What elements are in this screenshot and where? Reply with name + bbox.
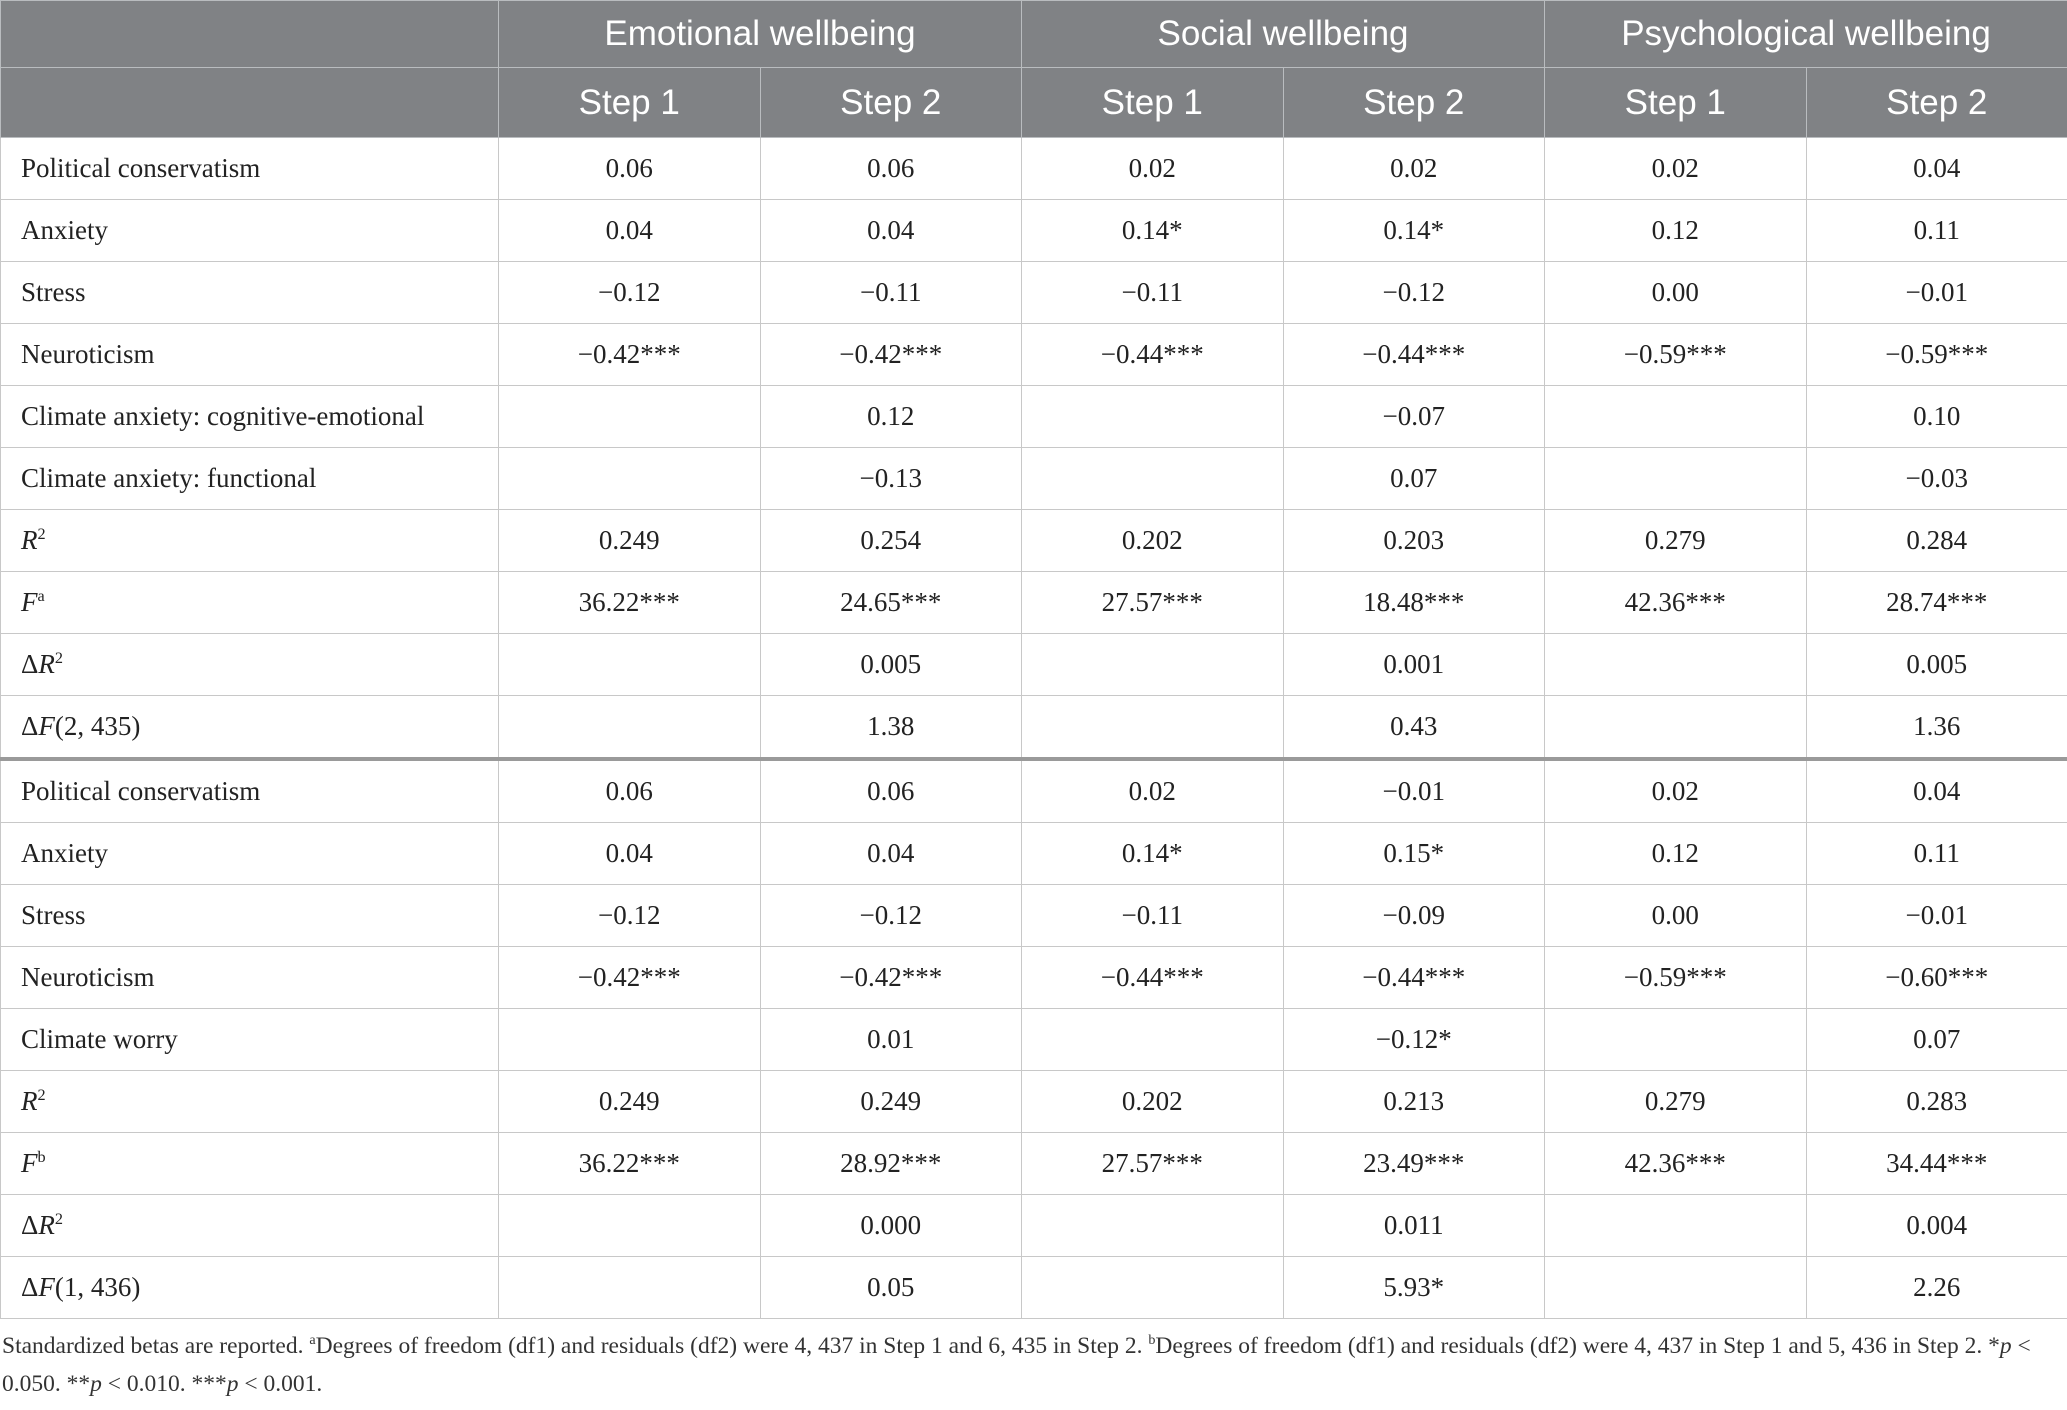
row-label: Climate anxiety: functional <box>1 448 499 510</box>
table-cell: −0.44*** <box>1022 947 1284 1009</box>
table-cell: 0.249 <box>760 1071 1022 1133</box>
table-cell: −0.42*** <box>760 324 1022 386</box>
table-cell: 0.11 <box>1806 200 2067 262</box>
header-group-psychological: Psychological wellbeing <box>1545 1 2067 68</box>
row-label <box>1 510 499 572</box>
label-symbol: F <box>38 1272 55 1302</box>
header-step: Step 1 <box>499 68 761 138</box>
table-cell: −0.12 <box>1283 262 1545 324</box>
row-label <box>1 572 499 634</box>
label-superscript: 2 <box>37 1086 46 1104</box>
table-cell: −0.01 <box>1806 262 2067 324</box>
table-cell <box>1022 696 1284 760</box>
table-cell: −0.01 <box>1283 759 1545 823</box>
table-cell: 42.36*** <box>1545 1133 1807 1195</box>
table-cell: 0.004 <box>1806 1195 2067 1257</box>
table-row <box>1 1257 2067 1319</box>
table-cell: 0.07 <box>1806 1009 2067 1071</box>
table-cell: 0.43 <box>1283 696 1545 760</box>
footnote-sig: * <box>1988 1333 2000 1359</box>
row-label: Political conservatism <box>1 759 499 823</box>
table-cell: −0.44*** <box>1022 324 1284 386</box>
table-cell: 34.44*** <box>1806 1133 2067 1195</box>
table-cell: −0.12 <box>499 885 761 947</box>
table-cell <box>1022 1009 1284 1071</box>
table-cell: 27.57*** <box>1022 1133 1284 1195</box>
table-row <box>1 138 2067 200</box>
table-cell: 0.001 <box>1283 634 1545 696</box>
table-row <box>1 200 2067 262</box>
table-cell: 0.04 <box>499 823 761 885</box>
label-symbol: R <box>38 1210 55 1240</box>
header-step: Step 1 <box>1545 68 1807 138</box>
table-cell: 0.12 <box>1545 200 1807 262</box>
table-body <box>1 138 2067 1319</box>
table-row <box>1 448 2067 510</box>
footnote-p: p <box>226 1371 239 1397</box>
table-cell <box>1545 1009 1807 1071</box>
table-cell: 0.249 <box>499 1071 761 1133</box>
table-cell <box>499 1009 761 1071</box>
table-cell: 0.000 <box>760 1195 1022 1257</box>
footnote-marker-b: b <box>1148 1332 1156 1349</box>
header-step: Step 2 <box>760 68 1022 138</box>
table-row <box>1 572 2067 634</box>
table-cell: 0.04 <box>760 823 1022 885</box>
table-header <box>1 1 2067 138</box>
table-row <box>1 634 2067 696</box>
table-cell: 0.203 <box>1283 510 1545 572</box>
label-superscript: 2 <box>37 525 46 543</box>
table-cell: 0.279 <box>1545 510 1807 572</box>
footnote-marker-a: a <box>309 1332 316 1349</box>
table-row <box>1 1071 2067 1133</box>
header-blank <box>1 1 499 68</box>
table-cell <box>1022 448 1284 510</box>
row-label <box>1 1257 499 1319</box>
table-cell <box>1545 696 1807 760</box>
table-cell: −0.11 <box>1022 885 1284 947</box>
table-cell <box>1545 634 1807 696</box>
table-cell: −0.12* <box>1283 1009 1545 1071</box>
header-step: Step 2 <box>1806 68 2067 138</box>
row-label <box>1 1071 499 1133</box>
table-cell: 0.07 <box>1283 448 1545 510</box>
header-group-emotional: Emotional wellbeing <box>499 1 1022 68</box>
footnote-text: Standardized betas are reported. <box>2 1333 310 1359</box>
table-cell: 2.26 <box>1806 1257 2067 1319</box>
table-cell: 27.57*** <box>1022 572 1284 634</box>
table-cell: −0.44*** <box>1283 947 1545 1009</box>
table-cell: 0.254 <box>760 510 1022 572</box>
header-blank <box>1 68 499 138</box>
table-row <box>1 1195 2067 1257</box>
label-superscript: a <box>37 587 45 605</box>
table-cell: 0.06 <box>499 759 761 823</box>
row-label <box>1 1195 499 1257</box>
table-cell: 0.06 <box>499 138 761 200</box>
table-cell: 1.36 <box>1806 696 2067 760</box>
table-cell: 0.14* <box>1283 200 1545 262</box>
row-label: Stress <box>1 262 499 324</box>
label-prefix: Δ <box>21 711 39 741</box>
row-label: Anxiety <box>1 823 499 885</box>
table-cell: −0.59*** <box>1806 324 2067 386</box>
table-cell: −0.11 <box>760 262 1022 324</box>
label-superscript: b <box>37 1148 46 1166</box>
table-cell <box>499 696 761 760</box>
table-cell <box>1545 386 1807 448</box>
row-label <box>1 1133 499 1195</box>
table-cell: −0.13 <box>760 448 1022 510</box>
label-symbol: F <box>21 587 38 617</box>
label-prefix: Δ <box>21 1272 39 1302</box>
row-label: Neuroticism <box>1 947 499 1009</box>
table-cell <box>1022 386 1284 448</box>
table-cell: 0.06 <box>760 138 1022 200</box>
row-label <box>1 634 499 696</box>
label-superscript: 2 <box>54 649 63 667</box>
table-cell: 0.12 <box>760 386 1022 448</box>
table-cell: 36.22*** <box>499 1133 761 1195</box>
table-cell: 0.00 <box>1545 262 1807 324</box>
label-symbol: F <box>21 1148 38 1178</box>
footnote-p: p <box>90 1371 102 1397</box>
label-superscript: 2 <box>54 1210 63 1228</box>
table-cell: 0.04 <box>499 200 761 262</box>
table-cell <box>499 448 761 510</box>
table-cell <box>1545 448 1807 510</box>
table-cell: 0.202 <box>1022 510 1284 572</box>
table-cell: −0.44*** <box>1283 324 1545 386</box>
row-label: Anxiety <box>1 200 499 262</box>
table-cell: 0.005 <box>760 634 1022 696</box>
table-cell: −0.59*** <box>1545 947 1807 1009</box>
table-cell: −0.42*** <box>499 324 761 386</box>
table-cell: 0.01 <box>760 1009 1022 1071</box>
table-cell: 0.02 <box>1545 138 1807 200</box>
table-row <box>1 696 2067 760</box>
table-cell: 0.14* <box>1022 200 1284 262</box>
table-cell: 28.92*** <box>760 1133 1022 1195</box>
table-row <box>1 386 2067 448</box>
row-label: Stress <box>1 885 499 947</box>
label-suffix: (2, 435) <box>54 711 141 741</box>
table-cell <box>1545 1195 1807 1257</box>
table-cell: 0.02 <box>1283 138 1545 200</box>
table-cell: 0.11 <box>1806 823 2067 885</box>
table-cell: 36.22*** <box>499 572 761 634</box>
row-label: Political conservatism <box>1 138 499 200</box>
table-cell: −0.42*** <box>760 947 1022 1009</box>
label-prefix: Δ <box>21 1210 39 1240</box>
table-row <box>1 1009 2067 1071</box>
table-cell: 28.74*** <box>1806 572 2067 634</box>
table-cell <box>499 1195 761 1257</box>
table-cell: −0.11 <box>1022 262 1284 324</box>
table-row <box>1 823 2067 885</box>
header-row-groups <box>1 1 2067 68</box>
table-cell: −0.60*** <box>1806 947 2067 1009</box>
table-cell: 0.02 <box>1022 759 1284 823</box>
table-cell: −0.59*** <box>1545 324 1807 386</box>
table-cell <box>1022 634 1284 696</box>
table-cell: 0.10 <box>1806 386 2067 448</box>
table-row <box>1 759 2067 823</box>
table-row <box>1 947 2067 1009</box>
table-cell: −0.07 <box>1283 386 1545 448</box>
table-footnote <box>0 1319 2066 1403</box>
table-cell: 0.04 <box>760 200 1022 262</box>
table-row <box>1 262 2067 324</box>
footnote-p: p <box>1999 1333 2012 1359</box>
table-cell: 0.05 <box>760 1257 1022 1319</box>
table-cell: 18.48*** <box>1283 572 1545 634</box>
table-cell: 0.15* <box>1283 823 1545 885</box>
label-symbol: R <box>21 525 38 555</box>
header-step: Step 1 <box>1022 68 1284 138</box>
row-label: Climate worry <box>1 1009 499 1071</box>
table-cell: 0.04 <box>1806 138 2067 200</box>
row-label: Neuroticism <box>1 324 499 386</box>
table-cell: −0.09 <box>1283 885 1545 947</box>
footnote-sig: < 0.010. <box>101 1371 192 1397</box>
table-cell: 1.38 <box>760 696 1022 760</box>
header-step: Step 2 <box>1283 68 1545 138</box>
table-cell: 24.65*** <box>760 572 1022 634</box>
row-label <box>1 696 499 760</box>
table-cell: 42.36*** <box>1545 572 1807 634</box>
table-cell: 0.005 <box>1806 634 2067 696</box>
footnote-text: Degrees of freedom (df1) and residuals (df2) were 4, 437 in Step 1 and 5, 436 in Step 2. <box>1155 1333 1989 1359</box>
table-cell: 0.12 <box>1545 823 1807 885</box>
label-symbol: F <box>38 711 55 741</box>
label-suffix: (1, 436) <box>54 1272 141 1302</box>
table-cell: 0.011 <box>1283 1195 1545 1257</box>
table-row <box>1 1133 2067 1195</box>
footnote-sig: < 0.001. <box>238 1371 323 1397</box>
footnote-text: Degrees of freedom (df1) and residuals (df2) were 4, 437 in Step 1 and 6, 435 in Step 2. <box>315 1333 1149 1359</box>
table-cell <box>1022 1195 1284 1257</box>
table-cell: −0.42*** <box>499 947 761 1009</box>
table-cell: 0.249 <box>499 510 761 572</box>
footnote-sig: ** <box>66 1371 91 1397</box>
footnote-sig: *** <box>191 1371 227 1397</box>
table-row <box>1 324 2067 386</box>
table-cell <box>1545 1257 1807 1319</box>
table-cell: 0.04 <box>1806 759 2067 823</box>
label-symbol: R <box>21 1086 38 1116</box>
table-cell: 0.06 <box>760 759 1022 823</box>
table-row <box>1 885 2067 947</box>
header-row-steps <box>1 68 2067 138</box>
header-group-social: Social wellbeing <box>1022 1 1545 68</box>
table-cell: 0.00 <box>1545 885 1807 947</box>
table-cell <box>499 634 761 696</box>
table-cell: 0.213 <box>1283 1071 1545 1133</box>
table-cell: 0.279 <box>1545 1071 1807 1133</box>
table-cell: −0.03 <box>1806 448 2067 510</box>
table-cell: 0.02 <box>1022 138 1284 200</box>
table-cell: 0.283 <box>1806 1071 2067 1133</box>
table-cell <box>499 386 761 448</box>
table-row <box>1 510 2067 572</box>
table-cell: 0.202 <box>1022 1071 1284 1133</box>
table-cell: −0.12 <box>499 262 761 324</box>
label-symbol: R <box>38 649 55 679</box>
table-cell: 5.93* <box>1283 1257 1545 1319</box>
table-cell: 0.284 <box>1806 510 2067 572</box>
table-cell: −0.12 <box>760 885 1022 947</box>
table-cell: 0.14* <box>1022 823 1284 885</box>
table-cell: 23.49*** <box>1283 1133 1545 1195</box>
row-label: Climate anxiety: cognitive-emotional <box>1 386 499 448</box>
footnote-sig: < 0.050. <box>2 1333 2031 1397</box>
label-prefix: Δ <box>21 649 39 679</box>
table-cell: −0.01 <box>1806 885 2067 947</box>
table-cell <box>499 1257 761 1319</box>
table-cell: 0.02 <box>1545 759 1807 823</box>
table-cell <box>1022 1257 1284 1319</box>
